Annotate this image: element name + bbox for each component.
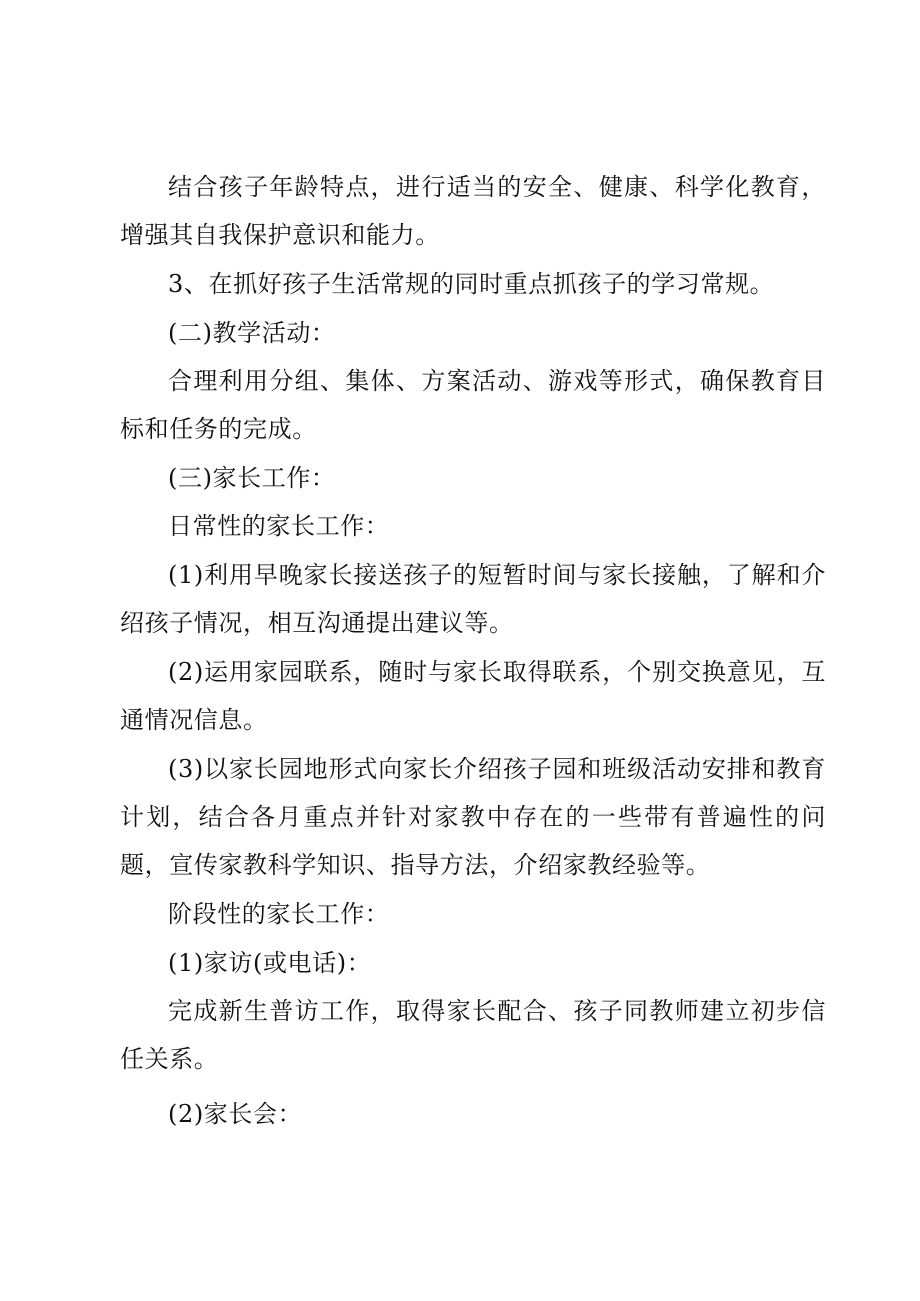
paragraph-item-3: 3、在抓好孩子生活常规的同时重点抓孩子的学习常规。 bbox=[168, 270, 775, 298]
list-item-home-visit: (1)家访(或电话)： bbox=[168, 949, 372, 977]
paragraph-new-student-visit: 完成新生普访工作，取得家长配合、孩子同教师建立初步信任关系。 bbox=[120, 997, 826, 1073]
list-item-daily-3: (3)以家长园地形式向家长介绍孩子园和班级活动安排和教育计划，结合各月重点并针对家教中存在的一些带有普遍性的问题，宣传家教科学知识、指导方法，介绍家教经验等。 bbox=[120, 755, 826, 879]
heading-parent-work: (三)家长工作： bbox=[168, 464, 336, 492]
heading-teaching-activities: (二)教学活动： bbox=[168, 319, 336, 347]
paragraph-teaching-forms: 合理利用分组、集体、方案活动、游戏等形式，确保教育目标和任务的完成。 bbox=[120, 367, 826, 443]
paragraph-safety-education: 结合孩子年龄特点，进行适当的安全、健康、科学化教育，增强其自我保护意识和能力。 bbox=[120, 173, 826, 249]
subheading-daily-parent-work: 日常性的家长工作： bbox=[168, 512, 390, 540]
subheading-stage-parent-work: 阶段性的家长工作： bbox=[168, 900, 390, 928]
list-item-daily-1: (1)利用早晚家长接送孩子的短暂时间与家长接触，了解和介绍孩子情况，相互沟通提出建议等。 bbox=[120, 561, 826, 637]
list-item-parent-meeting: (2)家长会： bbox=[168, 1100, 303, 1128]
list-item-daily-2: (2)运用家园联系，随时与家长取得联系，个别交换意见，互通情况信息。 bbox=[120, 658, 826, 734]
